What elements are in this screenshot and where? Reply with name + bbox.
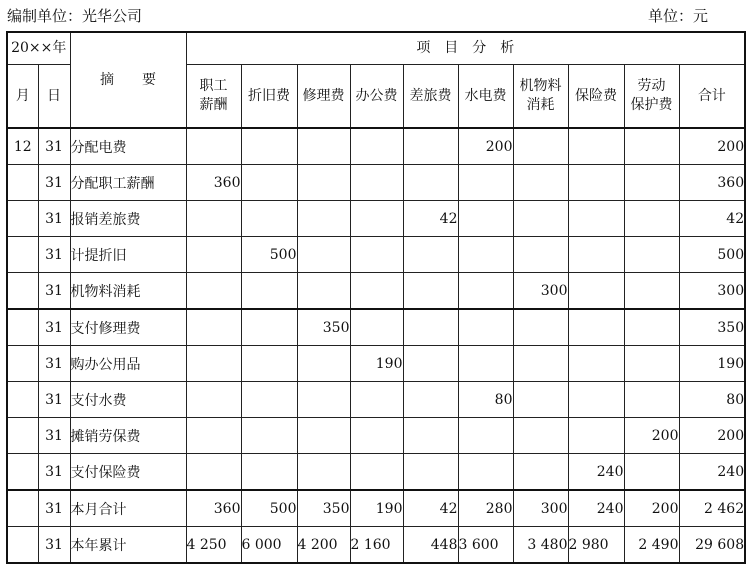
value-cell-materials — [513, 346, 568, 382]
value-cell-materials — [513, 201, 568, 237]
value-cell-total: 500 — [679, 237, 745, 273]
table-row — [7, 382, 745, 418]
value-cell-total: 80 — [679, 382, 745, 418]
value-cell-insurance — [568, 128, 624, 165]
value-cell-repair — [297, 454, 350, 491]
value-cell-utilities — [458, 201, 513, 237]
value-cell-total: 300 — [679, 273, 745, 310]
value-cell-insurance — [568, 382, 624, 418]
value-cell-depreciation — [241, 382, 297, 418]
value-cell-salary — [186, 309, 241, 346]
value-cell-labor-protection — [624, 128, 679, 165]
value-cell-insurance: 240 — [568, 490, 624, 527]
value-cell-labor-protection — [624, 346, 679, 382]
month-cell — [7, 527, 38, 564]
value-cell-labor-protection: 200 — [624, 418, 679, 454]
value-cell-depreciation — [241, 454, 297, 491]
value-cell-salary — [186, 418, 241, 454]
value-cell-labor-protection — [624, 382, 679, 418]
value-cell-insurance: 2 980 — [568, 527, 624, 564]
value-cell-office — [350, 454, 403, 491]
value-cell-travel — [403, 309, 458, 346]
currency-unit-label: 单位：元 — [648, 7, 709, 25]
col-header-travel: 差旅费 — [403, 65, 458, 129]
value-cell-repair — [297, 418, 350, 454]
value-cell-office — [350, 165, 403, 201]
value-cell-salary — [186, 128, 241, 165]
col-header-repair: 修理费 — [297, 65, 350, 129]
day-cell: 31 — [38, 490, 70, 527]
value-cell-salary — [186, 382, 241, 418]
day-cell: 31 — [38, 346, 70, 382]
value-cell-office: 190 — [350, 346, 403, 382]
value-cell-utilities — [458, 165, 513, 201]
day-cell: 31 — [38, 418, 70, 454]
value-cell-depreciation — [241, 201, 297, 237]
value-cell-repair: 350 — [297, 490, 350, 527]
value-cell-salary — [186, 454, 241, 491]
value-cell-salary: 360 — [186, 165, 241, 201]
value-cell-insurance: 240 — [568, 454, 624, 491]
value-cell-utilities: 200 — [458, 128, 513, 165]
value-cell-total: 200 — [679, 418, 745, 454]
value-cell-utilities — [458, 237, 513, 273]
value-cell-materials — [513, 237, 568, 273]
value-cell-office — [350, 273, 403, 310]
value-cell-materials — [513, 418, 568, 454]
value-cell-salary: 360 — [186, 490, 241, 527]
expense-detail-ledger — [6, 31, 746, 564]
summary-cell: 购办公用品 — [70, 346, 186, 382]
summary-cell: 报销差旅费 — [70, 201, 186, 237]
value-cell-total: 200 — [679, 128, 745, 165]
value-cell-depreciation — [241, 346, 297, 382]
value-cell-materials — [513, 454, 568, 491]
value-cell-utilities: 80 — [458, 382, 513, 418]
value-cell-repair: 4 200 — [297, 527, 350, 564]
day-cell: 31 — [38, 309, 70, 346]
company-unit-label: 编制单位：光华公司 — [7, 7, 143, 25]
summary-cell: 分配电费 — [70, 128, 186, 165]
summary-cell: 机物料消耗 — [70, 273, 186, 310]
value-cell-repair — [297, 346, 350, 382]
value-cell-salary — [186, 201, 241, 237]
value-cell-repair: 350 — [297, 309, 350, 346]
value-cell-repair — [297, 165, 350, 201]
value-cell-insurance — [568, 201, 624, 237]
summary-header: 摘 要 — [70, 32, 186, 128]
table-row — [7, 527, 745, 564]
value-cell-total: 350 — [679, 309, 745, 346]
summary-cell: 计提折旧 — [70, 237, 186, 273]
table-row — [7, 454, 745, 491]
table-row — [7, 346, 745, 382]
month-cell — [7, 309, 38, 346]
day-cell: 31 — [38, 201, 70, 237]
col-header-salary: 职工 薪酬 — [186, 65, 241, 129]
value-cell-labor-protection — [624, 237, 679, 273]
value-cell-office — [350, 237, 403, 273]
ledger-body — [7, 128, 745, 563]
analysis-header: 项 目 分 析 — [186, 32, 745, 65]
value-cell-insurance — [568, 237, 624, 273]
value-cell-office — [350, 382, 403, 418]
value-cell-depreciation: 500 — [241, 237, 297, 273]
value-cell-utilities — [458, 454, 513, 491]
value-cell-labor-protection: 2 490 — [624, 527, 679, 564]
value-cell-travel — [403, 454, 458, 491]
value-cell-depreciation: 6 000 — [241, 527, 297, 564]
summary-cell: 支付水费 — [70, 382, 186, 418]
value-cell-labor-protection — [624, 454, 679, 491]
value-cell-total: 190 — [679, 346, 745, 382]
value-cell-office: 2 160 — [350, 527, 403, 564]
month-header: 月 — [7, 65, 38, 129]
day-cell: 31 — [38, 237, 70, 273]
value-cell-salary — [186, 273, 241, 310]
value-cell-materials — [513, 382, 568, 418]
day-cell: 31 — [38, 128, 70, 165]
value-cell-repair — [297, 273, 350, 310]
day-header: 日 — [38, 65, 70, 129]
day-cell: 31 — [38, 454, 70, 491]
value-cell-depreciation — [241, 273, 297, 310]
value-cell-depreciation — [241, 418, 297, 454]
value-cell-travel: 42 — [403, 490, 458, 527]
table-row — [7, 237, 745, 273]
value-cell-office — [350, 418, 403, 454]
value-cell-depreciation — [241, 128, 297, 165]
month-cell — [7, 237, 38, 273]
col-header-office: 办公费 — [350, 65, 403, 129]
table-row — [7, 309, 745, 346]
value-cell-repair — [297, 382, 350, 418]
summary-cell: 分配职工薪酬 — [70, 165, 186, 201]
value-cell-insurance — [568, 309, 624, 346]
value-cell-travel — [403, 346, 458, 382]
col-header-total: 合计 — [679, 65, 745, 129]
summary-cell: 本月合计 — [70, 490, 186, 527]
day-cell: 31 — [38, 382, 70, 418]
value-cell-total: 240 — [679, 454, 745, 491]
value-cell-travel — [403, 237, 458, 273]
table-row — [7, 128, 745, 165]
table-row — [7, 201, 745, 237]
value-cell-total: 42 — [679, 201, 745, 237]
month-cell — [7, 201, 38, 237]
value-cell-materials: 300 — [513, 273, 568, 310]
value-cell-depreciation — [241, 165, 297, 201]
value-cell-repair — [297, 237, 350, 273]
value-cell-travel: 448 — [403, 527, 458, 564]
value-cell-total: 2 462 — [679, 490, 745, 527]
summary-cell: 摊销劳保费 — [70, 418, 186, 454]
table-row — [7, 165, 745, 201]
value-cell-office — [350, 128, 403, 165]
table-row — [7, 490, 745, 527]
value-cell-materials — [513, 309, 568, 346]
value-cell-utilities — [458, 309, 513, 346]
month-cell — [7, 382, 38, 418]
value-cell-office: 190 — [350, 490, 403, 527]
day-cell: 31 — [38, 273, 70, 310]
value-cell-utilities — [458, 273, 513, 310]
value-cell-travel — [403, 273, 458, 310]
value-cell-labor-protection — [624, 165, 679, 201]
value-cell-travel — [403, 165, 458, 201]
col-header-utilities: 水电费 — [458, 65, 513, 129]
value-cell-materials — [513, 128, 568, 165]
month-cell — [7, 418, 38, 454]
value-cell-office — [350, 201, 403, 237]
value-cell-insurance — [568, 418, 624, 454]
value-cell-travel — [403, 418, 458, 454]
month-cell: 12 — [7, 128, 38, 165]
year-header: 20××年 — [7, 32, 70, 65]
value-cell-utilities: 3 600 — [458, 527, 513, 564]
value-cell-utilities — [458, 418, 513, 454]
value-cell-salary: 4 250 — [186, 527, 241, 564]
value-cell-materials: 3 480 — [513, 527, 568, 564]
value-cell-total: 360 — [679, 165, 745, 201]
value-cell-total: 29 608 — [679, 527, 745, 564]
summary-cell: 支付修理费 — [70, 309, 186, 346]
value-cell-labor-protection — [624, 273, 679, 310]
value-cell-insurance — [568, 346, 624, 382]
value-cell-materials — [513, 165, 568, 201]
value-cell-salary — [186, 346, 241, 382]
day-cell: 31 — [38, 527, 70, 564]
value-cell-travel — [403, 128, 458, 165]
value-cell-insurance — [568, 165, 624, 201]
col-header-materials: 机物料 消耗 — [513, 65, 568, 129]
value-cell-travel: 42 — [403, 201, 458, 237]
summary-cell: 本年累计 — [70, 527, 186, 564]
value-cell-labor-protection — [624, 309, 679, 346]
value-cell-labor-protection: 200 — [624, 490, 679, 527]
col-header-depreciation: 折旧费 — [241, 65, 297, 129]
month-cell — [7, 490, 38, 527]
value-cell-utilities — [458, 346, 513, 382]
month-cell — [7, 346, 38, 382]
col-header-insurance: 保险费 — [568, 65, 624, 129]
value-cell-insurance — [568, 273, 624, 310]
value-cell-salary — [186, 237, 241, 273]
value-cell-depreciation: 500 — [241, 490, 297, 527]
value-cell-office — [350, 309, 403, 346]
value-cell-materials: 300 — [513, 490, 568, 527]
month-cell — [7, 454, 38, 491]
month-cell — [7, 165, 38, 201]
table-row — [7, 273, 745, 310]
day-cell: 31 — [38, 165, 70, 201]
value-cell-depreciation — [241, 309, 297, 346]
table-row — [7, 418, 745, 454]
summary-cell: 支付保险费 — [70, 454, 186, 491]
value-cell-utilities: 280 — [458, 490, 513, 527]
col-header-labor-protection: 劳动 保护费 — [624, 65, 679, 129]
value-cell-repair — [297, 201, 350, 237]
value-cell-travel — [403, 382, 458, 418]
value-cell-labor-protection — [624, 201, 679, 237]
month-cell — [7, 273, 38, 310]
value-cell-repair — [297, 128, 350, 165]
